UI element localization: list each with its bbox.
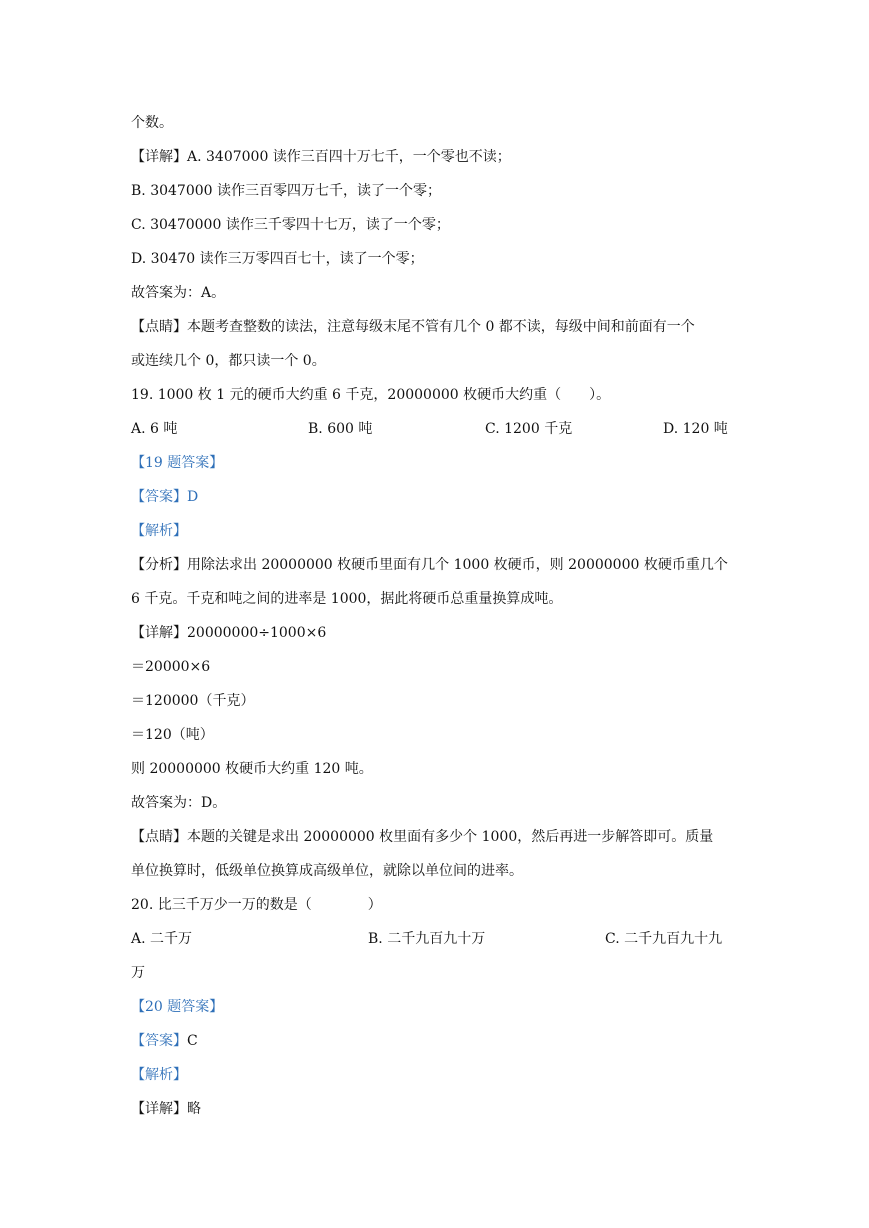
q18-detail-c: C. 30470000 读作三千零四十七万，读了一个零； bbox=[131, 217, 450, 233]
q20-answer bbox=[131, 1024, 741, 1058]
q19-answer bbox=[131, 480, 741, 514]
q20-answer-value: C bbox=[187, 1033, 198, 1049]
q19-options bbox=[131, 412, 741, 446]
q19-comment-line1: 【点睛】本题的关键是求出 20000000 枚里面有多少个 1000，然后再进一步解答即可。质量 bbox=[131, 829, 714, 845]
q20-option-a: A. 二千万 bbox=[131, 931, 193, 947]
q20-answer-label: 【答案】 bbox=[131, 1033, 187, 1049]
q19-option-d: D. 120 吨 bbox=[663, 421, 728, 437]
q20-option-b: B. 二千九百九十万 bbox=[368, 931, 486, 947]
document-page bbox=[131, 106, 741, 1126]
q19-final-answer: 故答案为：D。 bbox=[131, 795, 227, 811]
q19-answer-header: 【19 题答案】 bbox=[131, 455, 224, 471]
q19-detail-line2: ＝20000×6 bbox=[131, 659, 211, 675]
q19-detail-line1: 【详解】20000000÷1000×6 bbox=[131, 625, 327, 641]
q20-detail: 【详解】略 bbox=[131, 1101, 201, 1117]
q20-option-c-wrap: 万 bbox=[131, 965, 145, 981]
q19-analysis-header: 【解析】 bbox=[131, 523, 187, 539]
q18-detail-a: 【详解】A. 3407000 读作三百四十万七千，一个零也不读； bbox=[131, 149, 511, 165]
q18-continuation: 个数。 bbox=[131, 115, 173, 131]
q20-analysis-header: 【解析】 bbox=[131, 1067, 187, 1083]
q19-option-b: B. 600 吨 bbox=[308, 421, 373, 437]
q19-option-c: C. 1200 千克 bbox=[485, 421, 573, 437]
q18-detail-b: B. 3047000 读作三百零四万七千，读了一个零； bbox=[131, 183, 441, 199]
q20-options bbox=[131, 922, 741, 956]
q19-detail-line3: ＝120000（千克） bbox=[131, 693, 255, 709]
q19-analysis-line2: 6 千克。千克和吨之间的进率是 1000，据此将硬币总重量换算成吨。 bbox=[131, 591, 563, 607]
q20-question: 20. 比三千万少一万的数是（ ） bbox=[131, 897, 382, 913]
q19-option-a: A. 6 吨 bbox=[131, 421, 178, 437]
q19-detail-line5: 则 20000000 枚硬币大约重 120 吨。 bbox=[131, 761, 373, 777]
q18-comment-line1: 【点睛】本题考查整数的读法，注意每级末尾不管有几个 0 都不读，每级中间和前面有一个 bbox=[131, 319, 695, 335]
q18-comment-line2: 或连续几个 0，都只读一个 0。 bbox=[131, 353, 326, 369]
q19-detail-line4: ＝120（吨） bbox=[131, 727, 214, 743]
q19-comment-line2: 单位换算时，低级单位换算成高级单位，就除以单位间的进率。 bbox=[131, 863, 523, 879]
q18-detail-d: D. 30470 读作三万零四百七十，读了一个零； bbox=[131, 251, 424, 267]
q20-answer-header: 【20 题答案】 bbox=[131, 999, 224, 1015]
q18-answer: 故答案为：A。 bbox=[131, 285, 226, 301]
q19-answer-text: 【答案】D bbox=[131, 489, 199, 505]
q19-question: 19. 1000 枚 1 元的硬币大约重 6 千克，20000000 枚硬币大约重（ ）。 bbox=[131, 387, 611, 403]
q20-option-c: C. 二千九百九十九 bbox=[605, 931, 723, 947]
q19-analysis-line1: 【分析】用除法求出 20000000 枚硬币里面有几个 1000 枚硬币，则 20000000 枚硬币重几个 bbox=[131, 557, 728, 573]
